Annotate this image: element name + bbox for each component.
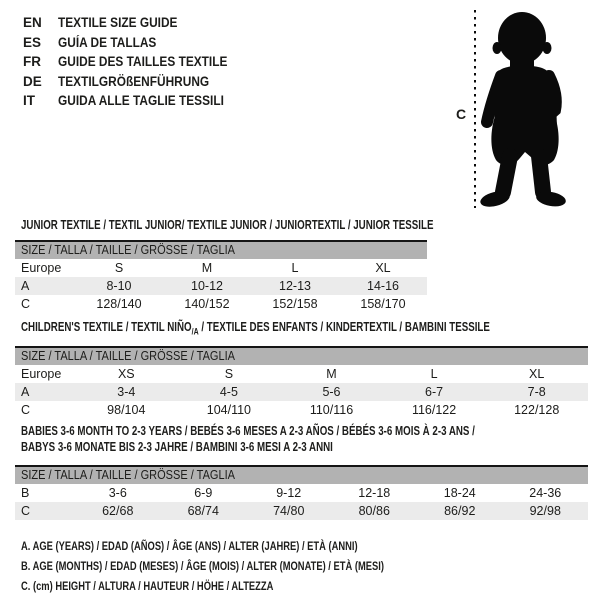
children-size-table xyxy=(15,346,588,419)
size-cell: XL xyxy=(529,367,545,381)
size-cell: 98/104 xyxy=(107,403,146,417)
row-label: Europe xyxy=(21,261,62,275)
row-label: A xyxy=(21,279,30,293)
table-row xyxy=(15,295,427,313)
size-cell: 14-16 xyxy=(367,279,399,293)
size-cell: S xyxy=(114,261,124,275)
table-row xyxy=(15,383,588,401)
language-label: TEXTILE SIZE GUIDE xyxy=(58,15,178,31)
table-row xyxy=(15,259,427,277)
size-cell: L xyxy=(291,261,299,275)
size-cell: 10-12 xyxy=(191,279,223,293)
size-cell: 110/116 xyxy=(309,403,354,417)
size-cell: 158/170 xyxy=(360,297,406,311)
language-row-de xyxy=(23,72,251,92)
footnote-b-text: B. AGE (MONTHS) / EDAD (MESES) / ÂGE (MOIS) / ALTER (MONATE) / ETÀ (MESI) xyxy=(21,559,384,573)
size-cell: 6-7 xyxy=(425,385,444,399)
size-cell: 116/122 xyxy=(411,403,457,417)
language-code: DE xyxy=(23,73,42,89)
footnote-a xyxy=(21,536,486,556)
baby-silhouette-icon xyxy=(450,8,580,210)
size-cell: 8-10 xyxy=(106,279,132,293)
size-cell: XL xyxy=(375,261,391,275)
junior-table-body xyxy=(15,259,427,313)
size-header-bar xyxy=(15,465,588,484)
size-cell: 6-9 xyxy=(194,486,213,500)
footnote-a-text: A. AGE (YEARS) / EDAD (AÑOS) / ÂGE (ANS) / ALTER (JAHRE) / ETÀ (ANNI) xyxy=(21,539,358,553)
size-header-label: SIZE / TALLA / TAILLE / GRÖSSE / TAGLIA xyxy=(21,468,235,482)
table-row xyxy=(15,484,588,502)
baby-figure xyxy=(450,8,580,210)
size-cell: M xyxy=(326,367,337,381)
size-cell: 9-12 xyxy=(276,486,302,500)
language-code: ES xyxy=(23,34,42,50)
language-row-en xyxy=(23,13,251,33)
babies-table-title xyxy=(21,423,600,455)
babies-table-body xyxy=(15,484,588,520)
language-label: GUIDE DES TAILLES TEXTILE xyxy=(58,54,228,70)
children-table-body xyxy=(15,365,588,419)
language-list xyxy=(23,13,251,111)
babies-title-line-1: BABIES 3-6 MONTH TO 2-3 YEARS / BEBÉS 3-6 MESES A 2-3 AÑOS / BÉBÉS 3-6 MOIS À 2-3 ANS / xyxy=(21,424,475,438)
size-cell: XS xyxy=(117,367,135,381)
footnote-b xyxy=(21,556,486,576)
row-label: C xyxy=(21,504,31,518)
footnote-c xyxy=(21,576,486,596)
size-header-bar xyxy=(15,346,588,365)
language-row-fr xyxy=(23,52,251,72)
language-label: GUÍA DE TALLAS xyxy=(58,34,157,50)
language-code: FR xyxy=(23,54,41,70)
size-cell: 104/110 xyxy=(206,403,252,417)
babies-title-line-2: BABYS 3-6 MONATE BIS 2-3 JAHRE / BAMBINI 3-6 MESI A 2-3 ANNI xyxy=(21,440,333,454)
row-label: C xyxy=(21,297,31,311)
size-cell: 86/92 xyxy=(444,504,476,518)
language-label: GUIDA ALLE TAGLIE TESSILI xyxy=(58,93,224,109)
language-label: TEXTILGRÖßENFÜHRUNG xyxy=(58,73,210,89)
size-header-label: SIZE / TALLA / TAILLE / GRÖSSE / TAGLIA xyxy=(21,349,235,363)
size-header-bar xyxy=(15,240,427,259)
junior-table-title-text: JUNIOR TEXTILE / TEXTIL JUNIOR/ TEXTILE JUNIOR / JUNIORTEXTIL / JUNIOR TESSILE xyxy=(21,218,434,232)
size-cell: M xyxy=(201,261,213,275)
size-cell: 24-36 xyxy=(529,486,562,500)
size-cell: 5-6 xyxy=(322,385,341,399)
size-cell: 7-8 xyxy=(527,385,546,399)
size-cell: 3-6 xyxy=(108,486,127,500)
size-cell: 80/86 xyxy=(358,504,390,518)
size-cell: 12-18 xyxy=(358,486,391,500)
size-cell: 152/158 xyxy=(272,297,318,311)
footnote-c-text: C. (cm) HEIGHT / ALTURA / HAUTEUR / HÖHE / ALTEZZA xyxy=(21,579,274,593)
size-cell: S xyxy=(224,367,234,381)
size-cell: L xyxy=(430,367,438,381)
size-cell: 3-4 xyxy=(117,385,136,399)
language-code: EN xyxy=(23,15,42,31)
junior-size-table xyxy=(15,240,427,313)
title-pre: CHILDREN'S TEXTILE / TEXTIL NIÑO xyxy=(21,320,192,334)
junior-table-title xyxy=(21,217,550,233)
size-cell: 128/140 xyxy=(96,297,142,311)
size-cell: 18-24 xyxy=(443,486,476,500)
row-label: C xyxy=(21,403,31,417)
size-cell: 12-13 xyxy=(279,279,311,293)
title-post: / TEXTILE DES ENFANTS / KINDERTEXTIL / BAMBINI TESSILE xyxy=(198,320,490,334)
footnotes xyxy=(21,536,486,596)
children-table-title-text xyxy=(21,319,490,340)
table-row xyxy=(15,502,588,520)
size-cell: 92/98 xyxy=(529,504,561,518)
size-cell: 140/152 xyxy=(184,297,230,311)
row-label: B xyxy=(21,486,30,500)
height-measure-label: C xyxy=(456,106,467,122)
row-label: A xyxy=(21,385,30,399)
table-row xyxy=(15,401,588,419)
size-cell: 4-5 xyxy=(219,385,238,399)
table-row xyxy=(15,365,588,383)
children-table-title xyxy=(21,319,600,340)
language-row-es xyxy=(23,33,251,53)
language-code: IT xyxy=(23,93,35,109)
table-row xyxy=(15,277,427,295)
size-cell: 68/74 xyxy=(187,504,219,518)
size-cell: 122/128 xyxy=(514,403,560,417)
size-cell: 62/68 xyxy=(102,504,134,518)
language-row-it xyxy=(23,91,251,111)
row-label: Europe xyxy=(21,367,62,381)
babies-size-table xyxy=(15,465,588,520)
title-subscript: /A xyxy=(191,326,199,337)
size-header-label: SIZE / TALLA / TAILLE / GRÖSSE / TAGLIA xyxy=(21,243,235,257)
size-cell: 74/80 xyxy=(273,504,305,518)
